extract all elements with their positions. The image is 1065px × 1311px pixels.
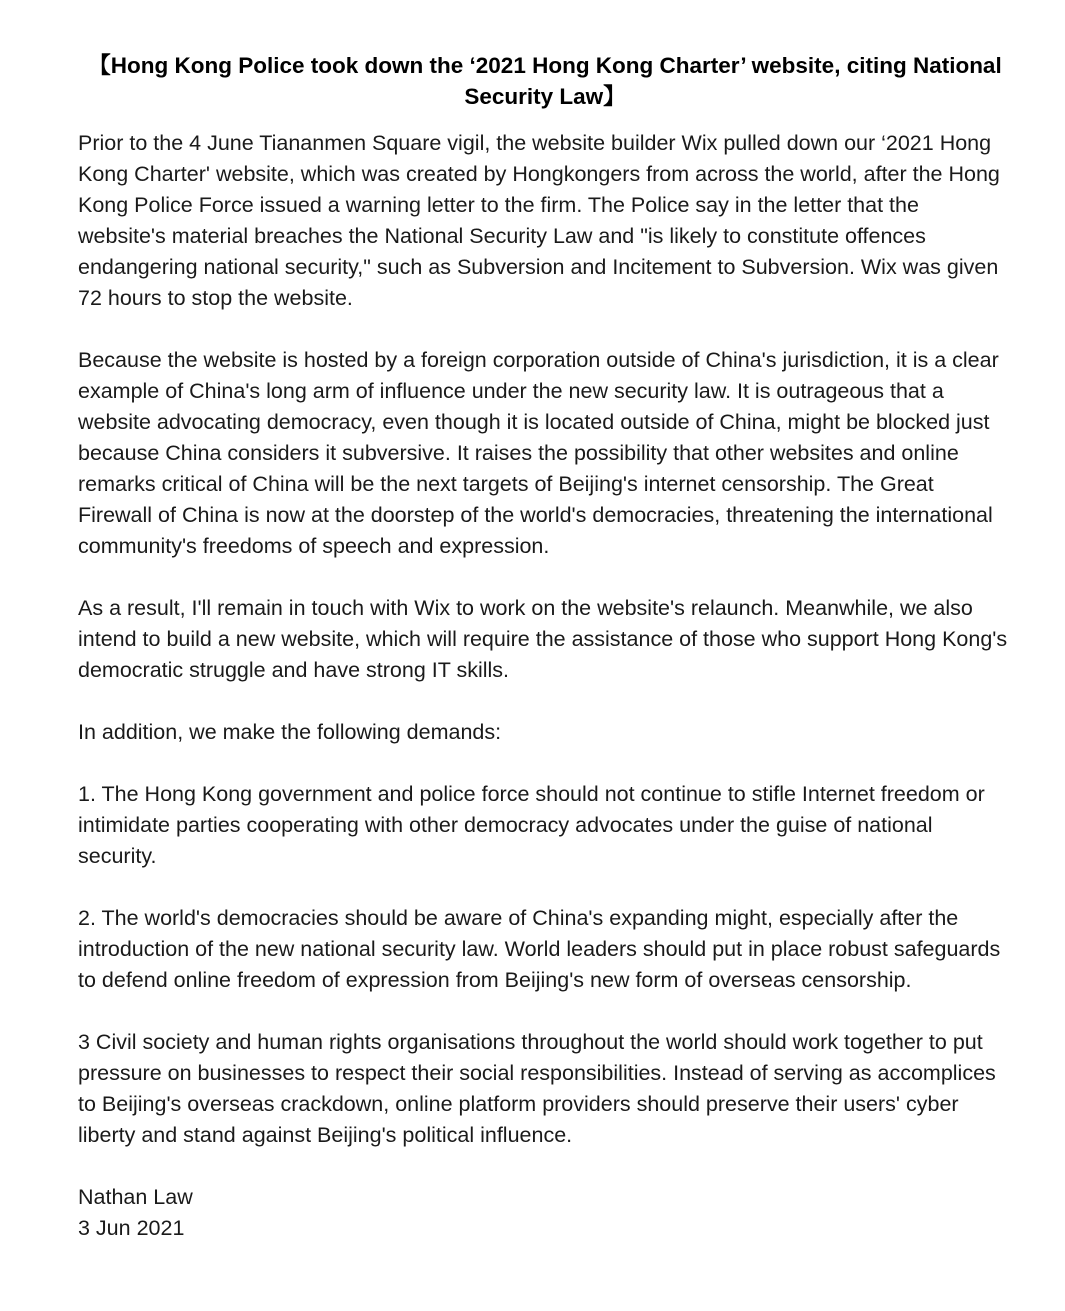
paragraph-demand-2: 2. The world's democracies should be aware of China's expanding might, especially after the introduction of the new national security law. World leaders should put in place robust safeguards to defend online freedom of expression from Beijing's new form of overseas censorship. (78, 906, 1001, 992)
paragraph-relaunch: As a result, I'll remain in touch with Wix to work on the website's relaunch. Meanwhile, we also intend to build a new website, which will require the assistance of those who support Hong Kong's democratic struggle and have strong IT skills. (78, 596, 1008, 682)
document-title: 【Hong Kong Police took down the ‘2021 Hong Kong Charter’ website, citing National Security Law】 (88, 53, 1002, 109)
signature-date: 3 Jun 2021 (78, 1216, 185, 1240)
paragraph-jurisdiction: Because the website is hosted by a foreign corporation outside of China's jurisdiction, it is a clear example of China's long arm of influence under the new security law. It is outrageous that a website advocating democracy, even though it is located outside of China, might be blocked just because China considers it subversive. It raises the possibility that other websites and online remarks critical of China will be the next targets of Beijing's internet censorship. The Great Firewall of China is now at the doorstep of the world's democracies, threatening the international community's freedoms of speech and expression. (78, 348, 999, 558)
paragraph-demand-3: 3 Civil society and human rights organisations throughout the world should work together to put pressure on businesses to respect their social responsibilities. Instead of serving as accomplices to Beijing's overseas crackdown, online platform providers should preserve their users' cyber liberty and stand against Beijing's political influence. (78, 1030, 996, 1147)
paragraph-intro: Prior to the 4 June Tiananmen Square vigil, the website builder Wix pulled down our ‘2021 Hong Kong Charter' website, which was created by Hongkongers from across the world, after the Hong Kong Police Force issued a warning letter to the firm. The Police say in the letter that the website's material breaches the National Security Law and "is likely to constitute offences endangering national security," such as Subversion and Incitement to Subversion. Wix was given 72 hours to stop the website. (78, 131, 1000, 310)
paragraph-demands-lead: In addition, we make the following demands: (78, 720, 502, 744)
document-body (78, 128, 1012, 1244)
signature-name: Nathan Law (78, 1185, 193, 1209)
signature-block (78, 1182, 1012, 1244)
paragraph-demand-1: 1. The Hong Kong government and police force should not continue to stifle Internet freedom or intimidate parties cooperating with other democracy advocates under the guise of national security. (78, 782, 985, 868)
